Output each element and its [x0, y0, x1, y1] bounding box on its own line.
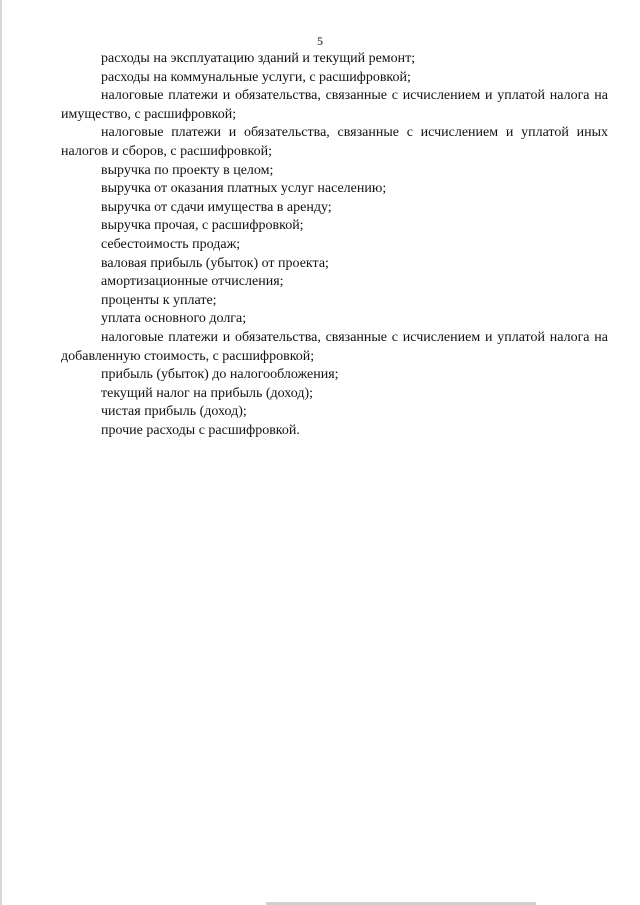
list-item: выручка от оказания платных услуг населению;	[101, 181, 387, 197]
list-item: выручка по проекту в целом;	[101, 162, 274, 178]
page-left-edge	[0, 0, 2, 905]
list-item: прочие расходы с расшифровкой.	[101, 422, 300, 438]
list-item: себестоимость продаж;	[101, 236, 241, 252]
list-item: проценты к уплате;	[101, 292, 217, 308]
document-body	[61, 50, 608, 440]
list-item: налоговые платежи и обязательства, связанные с исчислением и уплатой налога на добавленную стоимость, с расшифровкой;	[61, 329, 608, 364]
list-item: налоговые платежи и обязательства, связанные с исчислением и уплатой иных налогов и сборов, с расшифровкой;	[61, 125, 608, 159]
list-item: чистая прибыль (доход);	[101, 404, 247, 420]
list-item: расходы на коммунальные услуги, с расшифровкой;	[101, 69, 411, 85]
list-item: прибыль (убыток) до налогообложения;	[101, 367, 339, 383]
list-item: налоговые платежи и обязательства, связанные с исчислением и уплатой налога на имущество, с расшифровкой;	[61, 88, 608, 122]
list-item: выручка прочая, с расшифровкой;	[101, 218, 304, 234]
page-number: 5	[317, 34, 323, 48]
list-item: текущий налог на прибыль (доход);	[101, 385, 314, 401]
list-item: амортизационные отчисления;	[101, 274, 284, 290]
list-item: уплата основного долга;	[101, 311, 247, 327]
list-item: выручка от сдачи имущества в аренду;	[101, 199, 332, 215]
list-item: расходы на эксплуатацию зданий и текущий ремонт;	[101, 51, 416, 66]
list-item: валовая прибыль (убыток) от проекта;	[101, 255, 329, 271]
